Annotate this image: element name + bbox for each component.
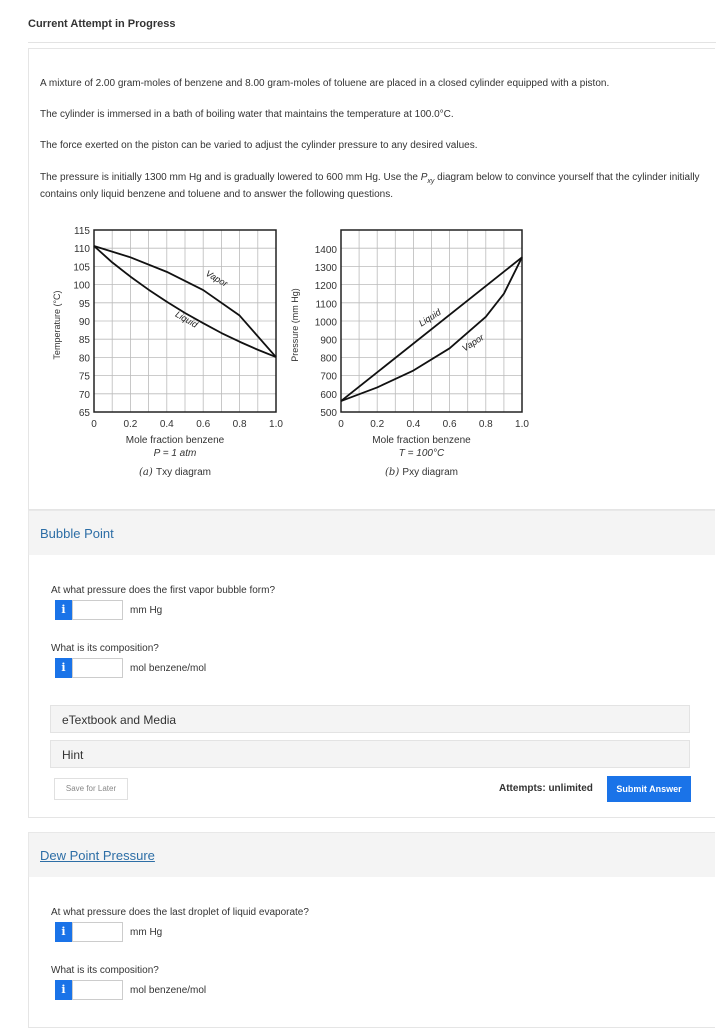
bubble-composition-unit: mol benzene/mol (130, 663, 207, 674)
y-tick-label: 95 (78, 298, 90, 310)
y-tick-label: 1000 (314, 317, 337, 329)
y-tick-label: 85 (78, 335, 90, 347)
bubble-question-pressure: At what pressure does the first vapor bubble form? (51, 585, 276, 596)
series-label-liquid: Liquid (173, 309, 200, 330)
chart-subtitle: P = 1 atm (153, 448, 197, 459)
series-label-vapor: Vapor (460, 332, 486, 354)
y-tick-label: 700 (320, 371, 337, 383)
chart-subtitle: T = 100°C (398, 448, 445, 459)
x-tick-label: 1.0 (269, 419, 283, 430)
hint-bar[interactable] (50, 740, 690, 768)
bubble-pressure-input[interactable] (72, 600, 123, 620)
x-axis-label: Mole fraction benzene (372, 435, 471, 446)
y-tick-label: 70 (78, 389, 90, 401)
etextbook-label: eTextbook and Media (62, 713, 177, 727)
page-title: Current Attempt in Progress (28, 18, 176, 30)
x-tick-label: 0.6 (196, 419, 211, 430)
dew-point-header (28, 832, 715, 878)
y-tick-label: 1100 (315, 299, 337, 311)
y-tick-label: 80 (78, 353, 90, 365)
phase-diagrams (0, 0, 716, 500)
y-tick-label: 900 (320, 335, 337, 347)
problem-text-1: A mixture of 2.00 gram-moles of benzene and 8.00 gram-moles of toluene are placed in a closed cylinder equipped with a piston. (40, 78, 610, 89)
y-tick-label: 500 (320, 407, 337, 419)
series-label-vapor: Vapor (203, 268, 230, 289)
problem-text-2: The cylinder is immersed in a bath of boiling water that maintains the temperature at 100.0°C. (40, 109, 454, 120)
y-tick-label: 1300 (314, 263, 337, 275)
x-tick-label: 0 (91, 419, 97, 430)
y-tick-label: 1200 (314, 281, 337, 293)
info-icon[interactable]: i (55, 600, 72, 620)
x-axis-label: Mole fraction benzene (125, 435, 225, 446)
problem-text-4: The pressure is initially 1300 mm Hg and is gradually lowered to 600 mm Hg. Use the $P_{xy}$ diagram below to convince yourself that the cylinder initially contains only liquid benzene and toluene and to answer the following questions. (40, 172, 700, 200)
dew-pressure-unit: mm Hg (130, 927, 163, 938)
problem-text-3: The force exerted on the piston can be varied to adjust the cylinder pressure to any desired values. (40, 140, 478, 151)
dew-composition-unit: mol benzene/mol (130, 985, 207, 996)
chart-caption: (b) Pxy diagram (385, 467, 458, 478)
dew-point-card (28, 877, 715, 1028)
x-tick-label: 0.8 (232, 419, 247, 430)
x-tick-label: 0.4 (406, 419, 421, 430)
info-icon[interactable]: i (55, 980, 72, 1000)
x-tick-label: 1.0 (515, 419, 529, 430)
y-tick-label: 90 (78, 317, 90, 328)
attempts-label: Attempts: unlimited (499, 783, 593, 794)
dew-question-pressure: At what pressure does the last droplet of liquid evaporate? (51, 907, 309, 918)
submit-answer-button[interactable]: Submit Answer (607, 776, 691, 802)
hint-label: Hint (62, 748, 84, 762)
y-tick-label: 105 (73, 262, 90, 274)
dew-point-title[interactable]: Dew Point Pressure (40, 848, 155, 863)
x-tick-label: 0.2 (370, 419, 385, 430)
info-icon[interactable]: i (55, 922, 72, 942)
y-tick-label: 65 (78, 408, 90, 419)
y-tick-label: 75 (78, 371, 90, 383)
bubble-pressure-unit: mm Hg (130, 605, 163, 616)
series-label-liquid: Liquid (417, 306, 443, 329)
save-for-later-button[interactable]: Save for Later (54, 778, 128, 800)
x-tick-label: 0 (338, 419, 344, 430)
etextbook-media-bar[interactable] (50, 705, 690, 733)
pressure-axis-label: Pressure (mm Hg) (290, 288, 300, 362)
y-tick-label: 800 (320, 353, 337, 365)
x-tick-label: 0.2 (123, 419, 138, 430)
dew-composition-input[interactable] (72, 980, 123, 1000)
bubble-composition-input[interactable] (72, 658, 123, 678)
bubble-question-composition: What is its composition? (51, 643, 159, 654)
chart-caption: (a) Txy diagram (139, 467, 211, 478)
y-tick-label: 1400 (314, 245, 337, 256)
y-tick-label: 110 (74, 244, 90, 256)
bubble-point-title: Bubble Point (40, 526, 114, 541)
dew-pressure-input[interactable] (72, 922, 123, 942)
x-tick-label: 0.4 (159, 419, 174, 430)
y-tick-label: 115 (74, 226, 90, 237)
y-tick-label: 100 (73, 280, 90, 292)
temperature-axis-label: Temperature (°C) (52, 290, 62, 360)
x-tick-label: 0.8 (478, 419, 493, 430)
info-icon[interactable]: i (55, 658, 72, 678)
x-tick-label: 0.6 (442, 419, 457, 430)
dew-question-composition: What is its composition? (51, 965, 159, 976)
y-tick-label: 600 (320, 389, 337, 401)
bubble-point-header (28, 510, 715, 556)
